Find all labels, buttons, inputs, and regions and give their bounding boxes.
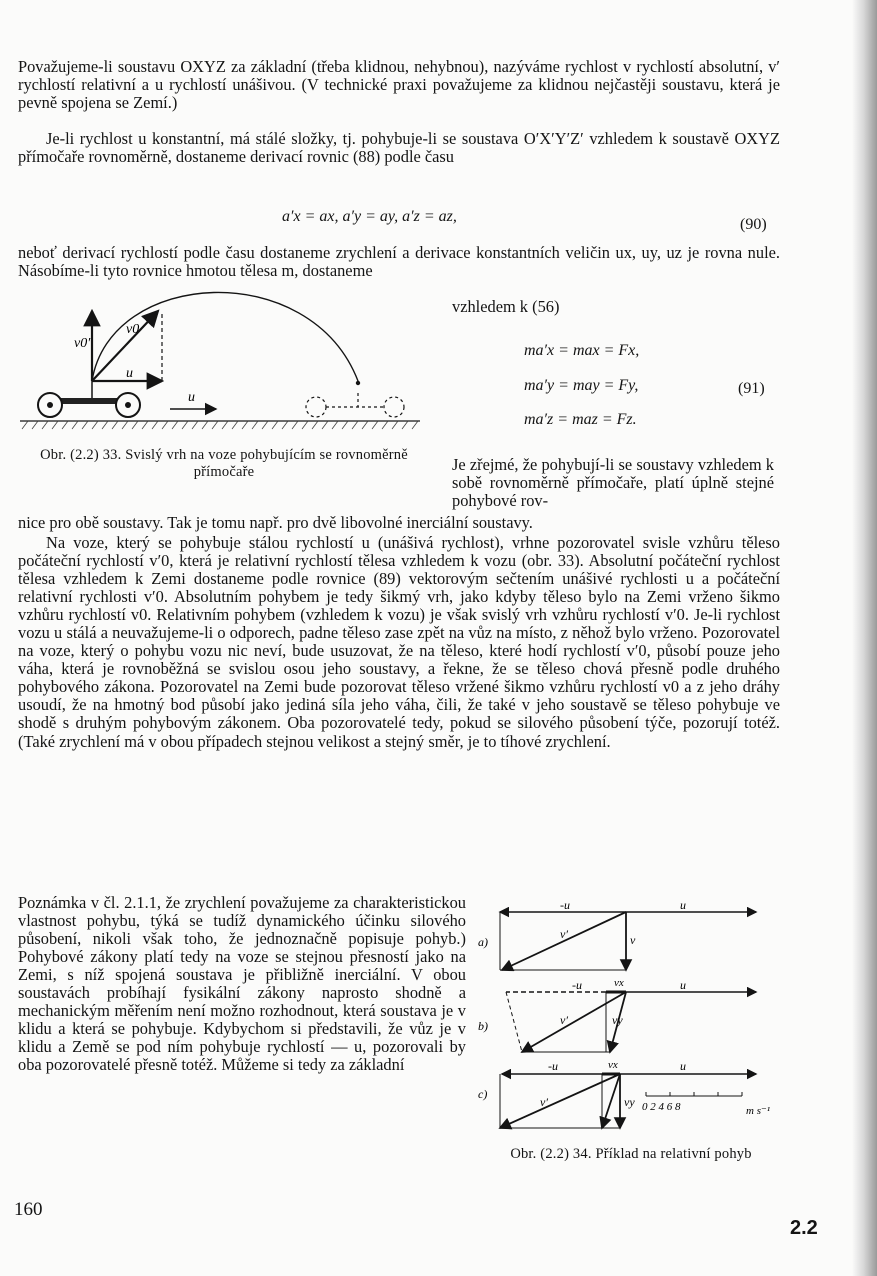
paragraph-4-continued: nice pro obě soustavy. Tak je tomu např. pro dvě libovolné inerciální soustavy. bbox=[18, 513, 533, 532]
equation-91-line-x: ma′x = max = Fx, bbox=[524, 342, 640, 359]
label-u-ground: u bbox=[188, 390, 195, 405]
equation-90: a′x = ax, a′y = ay, a′z = az, bbox=[282, 208, 457, 225]
label-a-minus-u: -u bbox=[560, 898, 570, 912]
page-number: 160 bbox=[14, 1199, 43, 1220]
label-b: b) bbox=[478, 1019, 488, 1033]
diagram-c bbox=[478, 1059, 770, 1128]
scale-unit: m s⁻¹ bbox=[746, 1105, 771, 1117]
label-b-v-prime: v′ bbox=[560, 1013, 568, 1027]
paragraph-4: Je zřejmé, že pohybují-li se soustavy vzhledem k sobě rovnoměrně přímočaře, platí úplně stejné pohybové rov- bbox=[452, 455, 774, 510]
label-c-vx: vx bbox=[608, 1059, 618, 1071]
label-b-vy: vy bbox=[612, 1013, 623, 1027]
equation-91-line-z: ma′z = maz = Fz. bbox=[524, 411, 637, 428]
label-c-vy: vy bbox=[624, 1095, 635, 1109]
figure-34-caption: Obr. (2.2) 34. Příklad na relativní pohyb bbox=[510, 1146, 752, 1162]
label-a-u: u bbox=[680, 898, 686, 912]
equation-91-line-y: ma′y = may = Fy, bbox=[524, 377, 639, 394]
diagram-a bbox=[478, 898, 756, 970]
paragraph-3: neboť derivací rychlostí podle času dostaneme zrychlení a derivace konstantních veličin ux, uy, uz je rovna nule. Násobíme-li tyto rovnice hmotou tělesa m, dostaneme bbox=[18, 243, 780, 280]
paragraph-6: Poznámka v čl. 2.1.1, že zrychlení považujeme za charakteristickou vlastnost pohybu, týká se tudíž dynamického účinku silového působení, nikoli však toho, že jednoznačně popisuje pohyb.) Pohybové zákony platí tedy na voze se stejnou přesností jako na Zemi, s níž spojená soustava je přibližně inerciální. V obou soustavách probíhají fysikální zákony naprosto shodně a mechanickým měřením není možno rozhodnout, která soustava je v klidu a která se pohybuje. Kdybychom si představili, že vůz je v klidu a Země se pod ním pohybuje rychlostí — u, pozorovali by oba pozorovatelé přesně totéž. Můžeme si tedy za základní bbox=[18, 893, 466, 1075]
label-a-v: v bbox=[630, 933, 636, 947]
landing-point bbox=[356, 381, 360, 385]
label-c-minus-u: -u bbox=[548, 1059, 558, 1073]
label-c-v-prime: v′ bbox=[540, 1095, 548, 1109]
equation-91-number: (91) bbox=[738, 380, 765, 397]
figure-34-relative-motion bbox=[478, 900, 778, 1135]
scale-ticks: 0 2 4 6 8 bbox=[642, 1101, 681, 1113]
label-v0: v0 bbox=[126, 322, 140, 337]
label-b-u: u bbox=[680, 978, 686, 992]
paragraph-3-continued: vzhledem k (56) bbox=[452, 297, 560, 316]
label-b-vx: vx bbox=[614, 977, 624, 989]
ground-hatching bbox=[20, 421, 420, 429]
equation-90-number: (90) bbox=[740, 216, 767, 233]
cart bbox=[38, 381, 140, 417]
label-u-cart: u bbox=[126, 366, 133, 381]
cart-dashed-later bbox=[306, 393, 404, 417]
v0-arrow bbox=[92, 311, 158, 381]
figure-33-cart-throw bbox=[20, 297, 440, 432]
section-number: 2.2 bbox=[790, 1217, 818, 1239]
diagram-b bbox=[478, 977, 756, 1052]
paragraph-2: Je-li rychlost u konstantní, má stálé složky, tj. pohybuje-li se soustava O′X′Y′Z′ vzhledem k soustavě OXYZ přímočaře rovnoměrně, dostaneme derivací rovnic (88) podle času bbox=[18, 129, 780, 166]
label-b-minus-u: -u bbox=[572, 978, 582, 992]
label-a-v-prime: v′ bbox=[560, 927, 568, 941]
page-edge-shadow bbox=[852, 0, 877, 1276]
label-c-u: u bbox=[680, 1059, 686, 1073]
label-c: c) bbox=[478, 1087, 488, 1101]
label-v0-prime: v0′ bbox=[74, 336, 91, 351]
paragraph-5: Na voze, který se pohybuje stálou rychlostí u (unášivá rychlost), vrhne pozorovatel svisle vzhůru těleso počáteční rychlostí v′0, která je relativní rychlostí tělesa vzhledem k vozu (obr. 33). Absolutní počáteční rychlost tělesa vzhledem k Zemi dostaneme podle rovnice (89) vektorovým sečtením unášivé rychlosti u a počáteční relativní rychlosti v′0. Absolutním pohybem je tedy šikmý vrh, jako kdyby těleso bylo na Zemi vrženo šikmo vzhůru rychlostí v0. Relativním pohybem (vzhledem k vozu) je však svislý vrh vzhůru rychlostí v′0. Je-li rychlost vozu u stálá a neuvažujeme-li o odporech, padne těleso zase zpět na vůz na místo, z něhož bylo vrženo. Pozorovatel na voze, který o pohybu vozu nic neví, bude usuzovat, že na těleso, které hodí rychlostí v′0, působí pouze jeho váha, která je rovnoběžná se svislou osou jeho soustavy, a řekne, že se těleso chová přesně podle druhého pohybového zákona. Pozorovatel na Zemi bude pozorovat těleso vržené šikmo vzhůru rychlostí v0 a z jeho dráhy usoudí, že na hmotný bod působí jako jediná síla jeho váha, čili, že také v jeho soustavě se těleso pohybuje ve shodě s druhým pohybovým zákonem. Oba pozorovatelé tedy, pokud se silového působení týče, pozorují totéž. (Také zrychlení má v obou případech stejnou velikost a stejný směr, je to tíhové zrychlení. bbox=[18, 533, 780, 751]
paragraph-1: Považujeme-li soustavu OXYZ za základní (třeba klidnou, nehybnou), nazýváme rychlost v rychlostí absolutní, v′ rychlostí relativní a u rychlostí unášivou. (V technické praxi považujeme za klidnou nejčastěji soustavu, která je pevně spojena se Zemí.) bbox=[18, 57, 780, 112]
label-a: a) bbox=[478, 935, 488, 949]
figure-33-caption: Obr. (2.2) 33. Svislý vrh na voze pohybujícím se rovnoměrně přímočaře bbox=[40, 447, 408, 480]
